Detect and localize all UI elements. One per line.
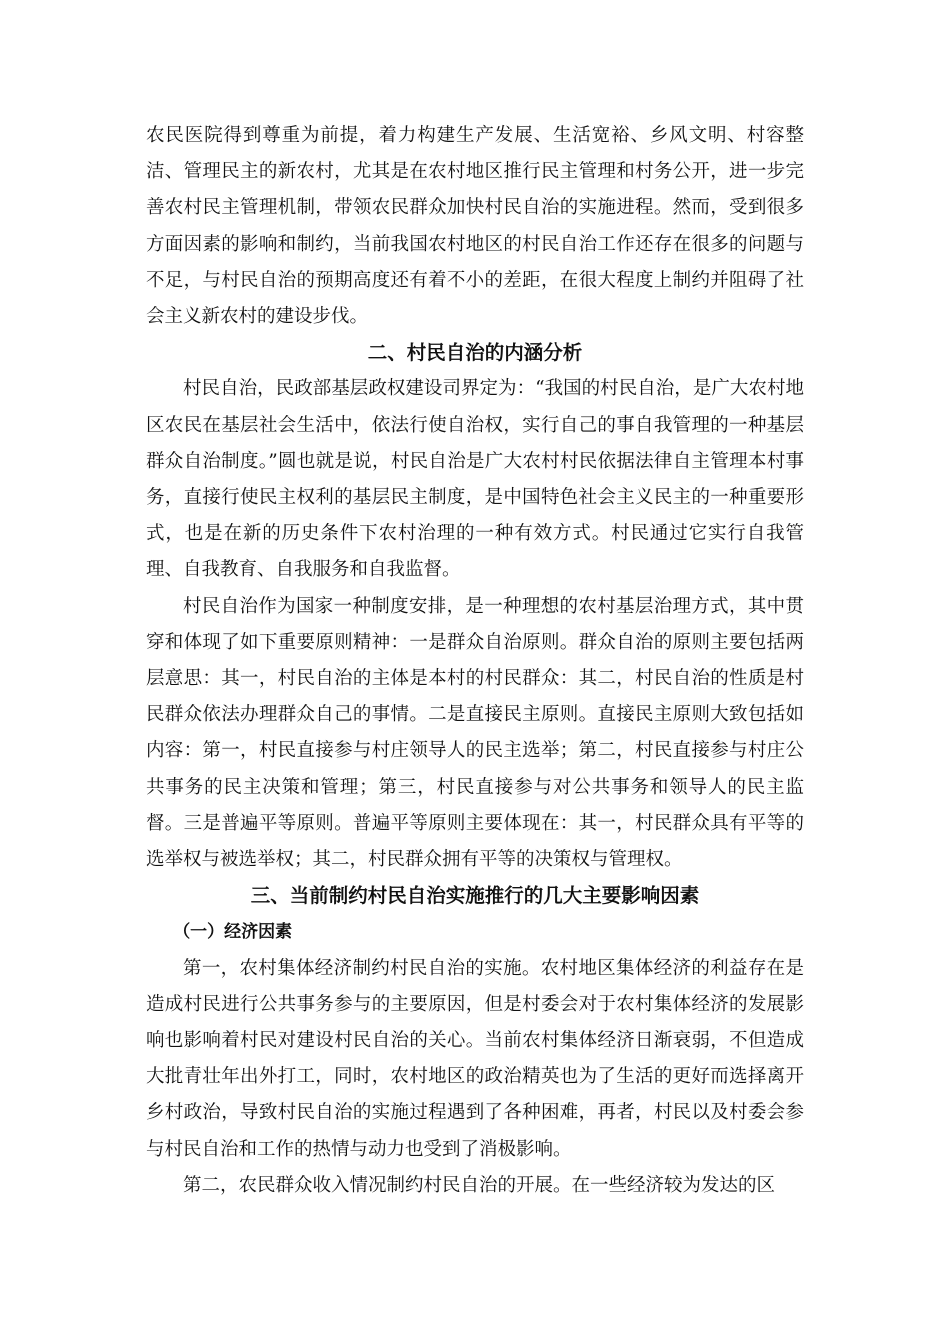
paragraph-definition: 村民自治，民政部基层政权建设司界定为：“我国的村民自治，是广大农村地区农民在基层社会生活中，依法行使自治权，实行自己的事自我管理的一种基层群众自治制度。”圆也就是说，村民自治是广大农村村民依据法律自主管理本村事务，直接行使民主权利的基层民主制度，是中国特色社会主义民主的一种重要形式，也是在新的历史条件下农村治理的一种有效方式。村民通过它实行自我管理、自我教育、自我服务和自我监督。 [146,378,804,581]
paragraph-intro-continued: 农民医院得到尊重为前提，着力构建生产发展、生活宽裕、乡风文明、村容整洁、管理民主的新农村，尤其是在农村地区推行民主管理和村务公开，进一步完善农村民主管理机制，带领农民群众加快村民自治的实施进程。然而，受到很多方面因素的影响和制约，当前我国农村地区的村民自治工作还存在很多的问题与不足，与村民自治的预期高度还有着不小的差距，在很大程度上制约并阻碍了社会主义新农村的建设步伐。 [146,125,804,328]
subsection-heading-economic: （一）经济因素 [173,922,293,943]
paragraph-collective-economy: 第一，农村集体经济制约村民自治的实施。农村地区集体经济的利益存在是造成村民进行公共事务参与的主要原因，但是村委会对于农村集体经济的发展影响也影响着村民对建设村民自治的关心。当前农村集体经济日渐衰弱，不但造成大批青壮年出外打工，同时，农村地区的政治精英也为了生活的更好而选择离开乡村政治，导致村民自治的实施过程遇到了各种困难，再者，村民以及村委会参与村民自治和工作的热情与动力也受到了消极影响。 [146,957,804,1160]
document-page [146,118,804,1204]
section-heading-2: 二、村民自治的内涵分析 [367,341,583,365]
section-heading-3: 三、当前制约村民自治实施推行的几大主要影响因素 [250,884,700,908]
paragraph-farmer-income: 第二，农民群众收入情况制约村民自治的开展。在一些经济较为发达的区 [183,1174,776,1196]
paragraph-principles: 村民自治作为国家一种制度安排，是一种理想的农村基层治理方式，其中贯穿和体现了如下重要原则精神：一是群众自治原则。群众自治的原则主要包括两层意思：其一，村民自治的主体是本村的村民群众：其二，村民自治的性质是村民群众依法办理群众自己的事情。二是直接民主原则。直接民主原则大致包括如内容：第一，村民直接参与村庄领导人的民主选举；第二，村民直接参与村庄公共事务的民主决策和管理；第三，村民直接参与对公共事务和领导人的民主监督。三是普遍平等原则。普遍平等原则主要体现在：其一，村民群众具有平等的选举权与被选举权；其二，村民群众拥有平等的决策权与管理权。 [146,595,804,871]
